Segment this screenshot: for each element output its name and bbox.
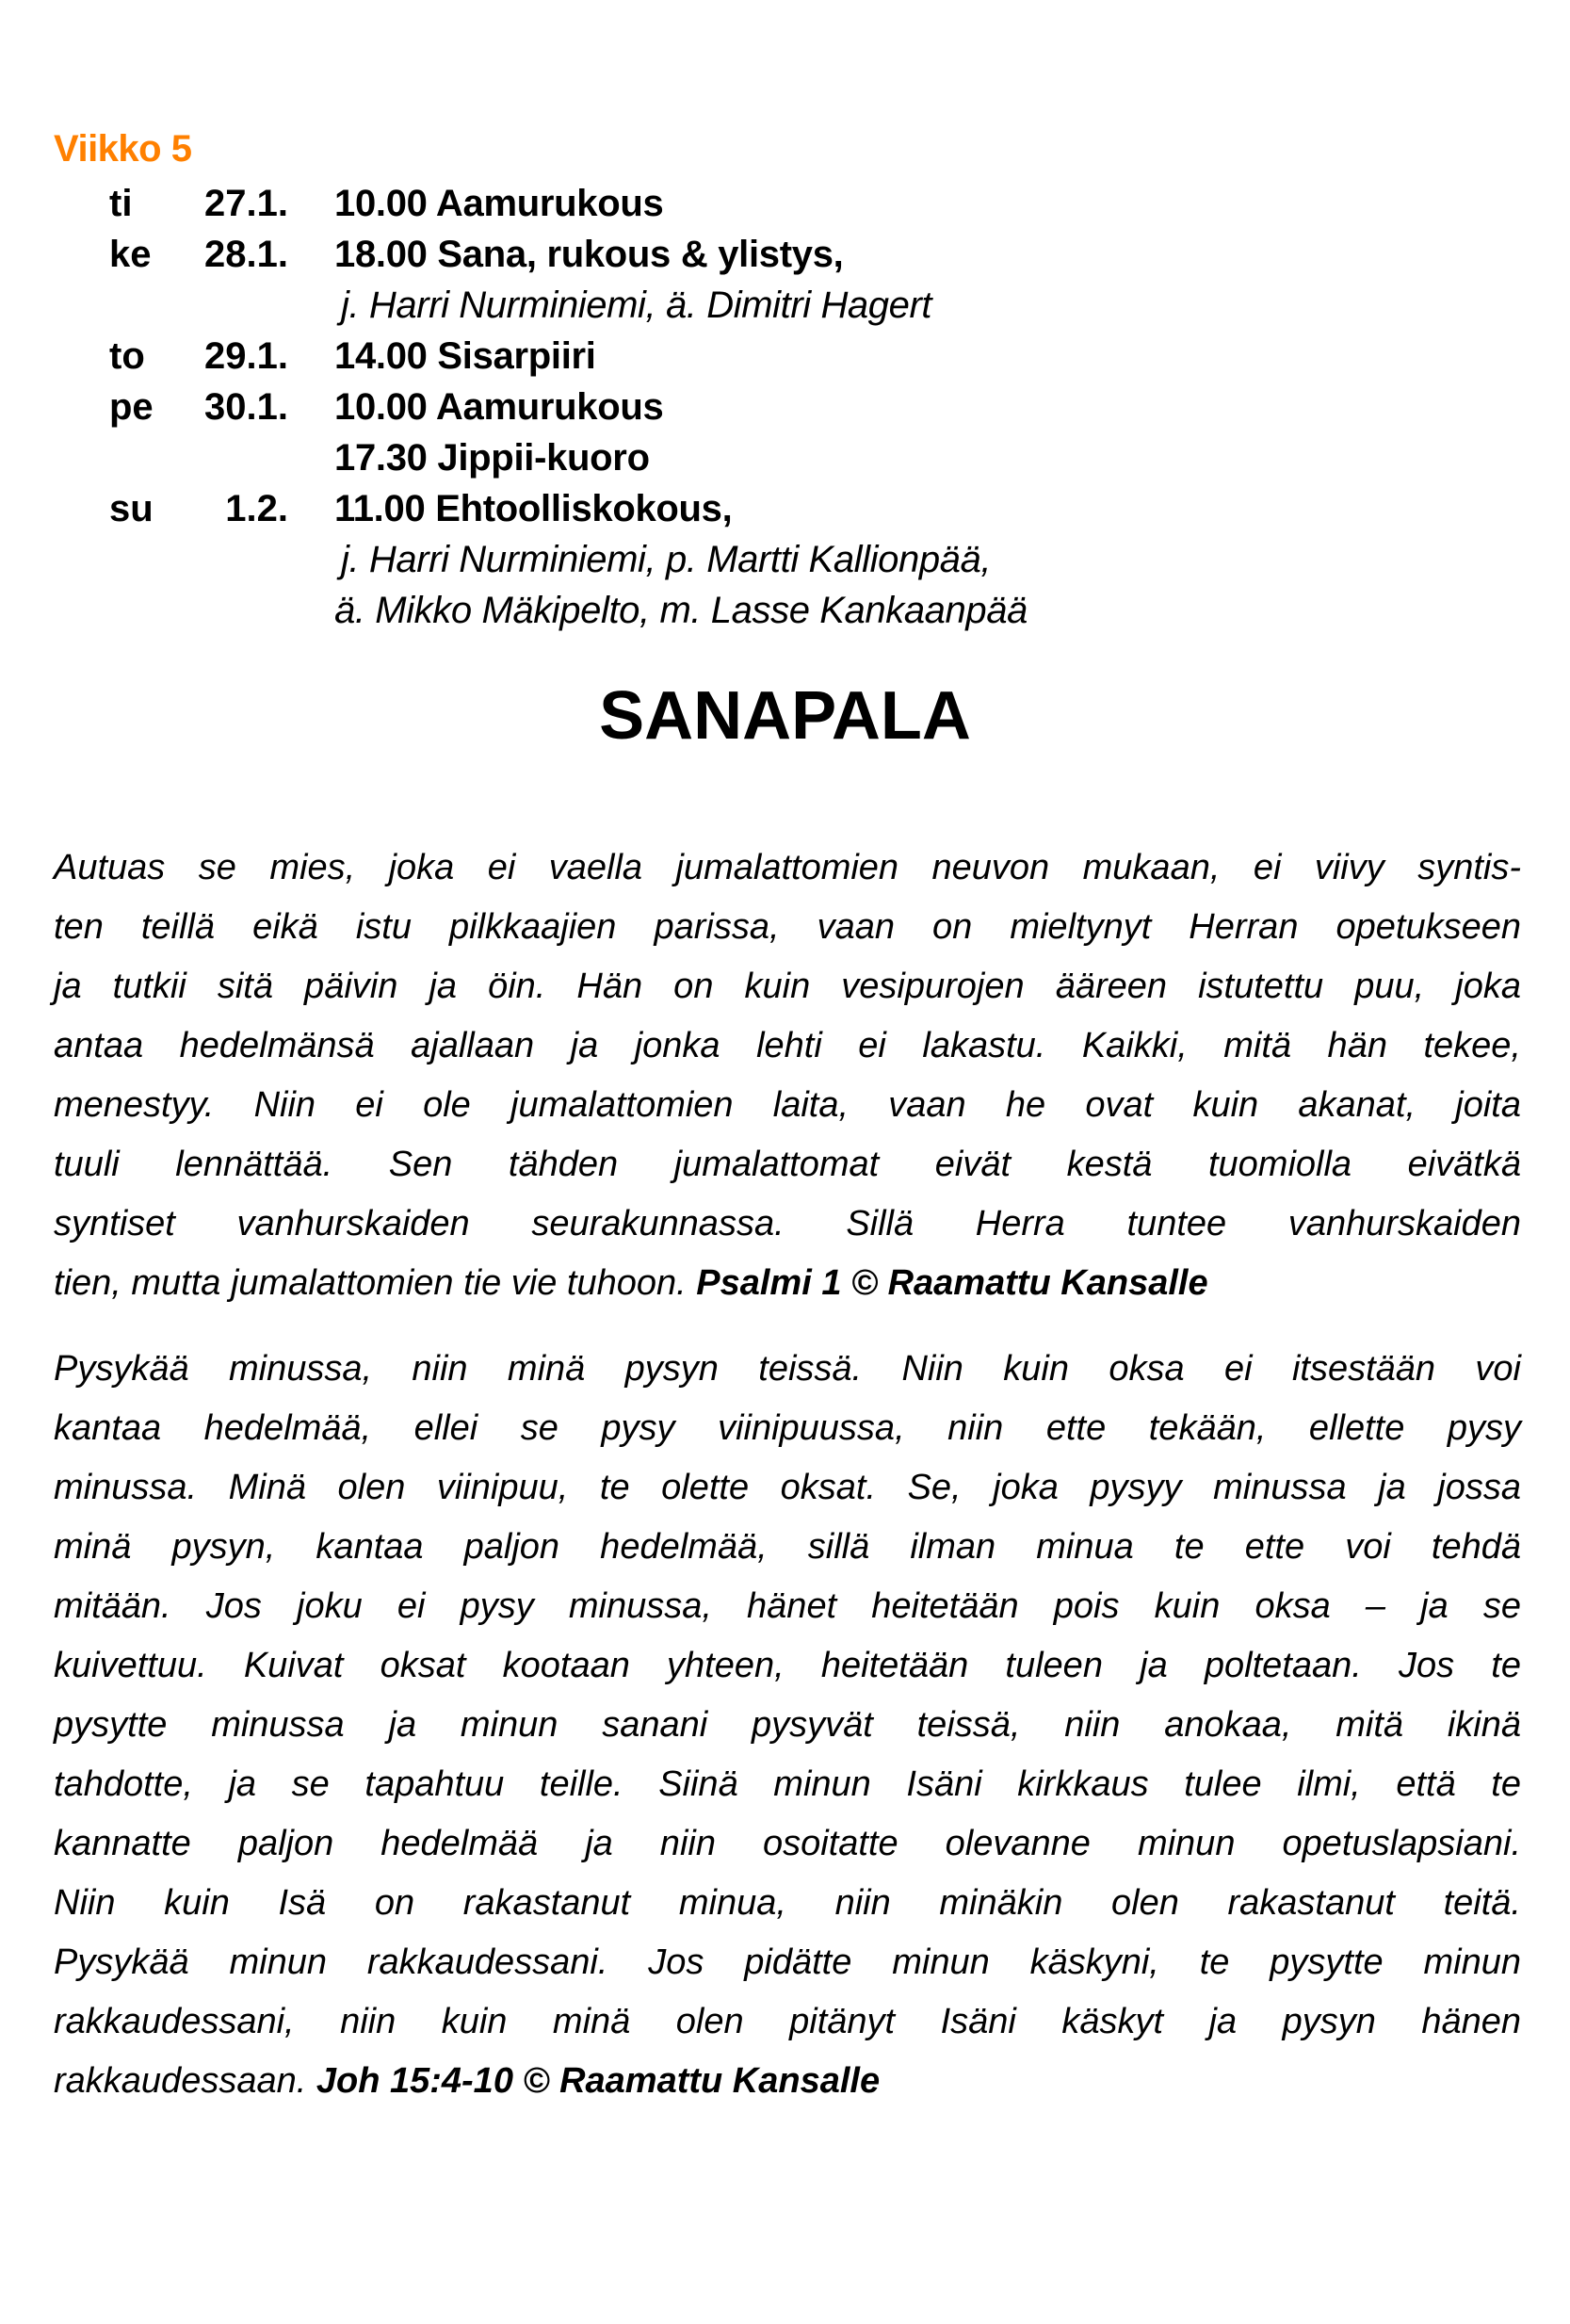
verse-line: menestyy. Niin ei ole jumalattomien laita, vaan he ovat kuin akanat, joita [54,1085,1521,1125]
event-title: 18.00 Sana, rukous & ylistys, [334,234,844,275]
weekday: to [109,335,145,377]
verse-line [54,1254,1521,1313]
verse-line: Pysykää minun rakkaudessani. Jos pidätte minun käskyni, te pysytte minun [54,1942,1521,1982]
verse-line: kuivettuu. Kuivat oksat kootaan yhteen, heitetään tuleen ja poltetaan. Jos te [54,1646,1521,1685]
verse-text: rakkaudessaan. [54,2061,307,2101]
verse-line: ja tutkii sitä päivin ja öin. Hän on kuin vesipurojen ääreen istutettu puu, joka [54,967,1521,1006]
verse-line: mitään. Jos joku ei pysy minussa, hänet heitetään pois kuin oksa – ja se [54,1586,1521,1626]
event-participants: j. Harri Nurminiemi, ä. Dimitri Hagert [341,284,932,326]
schedule-row [0,229,1570,280]
verse-line: tuuli lennättää. Sen tähden jumalattomat eivät kestä tuomiolla eivätkä [54,1145,1521,1184]
weekday: su [109,488,154,529]
event-title: 10.00 Aamurukous [334,386,664,428]
schedule-row [0,534,1570,585]
verse-line: tahdotte, ja se tapahtuu teille. Siinä minun Isäni kirkkaus tulee ilmi, että te [54,1764,1521,1804]
event-participants: j. Harri Nurminiemi, p. Martti Kallionpää, [341,539,992,580]
verse-line: minä pysyn, kantaa paljon hedelmää, sillä ilman minua te ette voi tehdä [54,1527,1521,1567]
section-heading: SANAPALA [599,678,971,754]
event-schedule [0,178,1570,636]
weekday: ke [109,234,152,275]
schedule-row [0,178,1570,229]
verse-reference: Joh 15:4-10 © Raamattu Kansalle [316,2061,881,2101]
verse-line: pysytte minussa ja minun sanani pysyvät teissä, niin anokaa, mitä ikinä [54,1705,1521,1745]
weekday: ti [109,183,133,224]
weekday: pe [109,386,154,428]
event-date: 27.1. [204,183,288,224]
verse-line: Autuas se mies, joka ei vaella jumalattomien neuvon mukaan, ei viivy syntis- [54,848,1521,887]
verse-line: kannatte paljon hedelmää ja niin osoitatte olevanne minun opetuslapsiani. [54,1824,1521,1863]
verse-line: kantaa hedelmää, ellei se pysy viinipuussa, niin ette tekään, ellette pysy [54,1408,1521,1448]
verse-line [54,2052,1521,2111]
event-title: 17.30 Jippii-kuoro [334,437,650,479]
verse-line: Pysykää minussa, niin minä pysyn teissä. Niin kuin oksa ei itsestään voi [54,1349,1521,1389]
schedule-row [0,432,1570,483]
verse-line: rakkaudessani, niin kuin minä olen pitänyt Isäni käskyt ja pysyn hänen [54,2002,1521,2041]
verse-line: minussa. Minä olen viinipuu, te olette oksat. Se, joka pysyy minussa ja jossa [54,1468,1521,1507]
event-title: 10.00 Aamurukous [334,183,664,224]
schedule-row [0,483,1570,534]
verse-text: tien, mutta jumalattomien tie vie tuhoon. [54,1263,687,1303]
schedule-row [0,382,1570,432]
schedule-row [0,585,1570,636]
verse-line: Niin kuin Isä on rakastanut minua, niin minäkin olen rakastanut teitä. [54,1883,1521,1923]
verse-line: syntiset vanhurskaiden seurakunnassa. Sillä Herra tuntee vanhurskaiden [54,1204,1521,1243]
event-title: 14.00 Sisarpiiri [334,335,596,377]
verse-line: antaa hedelmänsä ajallaan ja jonka lehti ei lakastu. Kaikki, mitä hän tekee, [54,1026,1521,1065]
event-date: 30.1. [204,386,288,428]
event-date: 1.2. [225,488,288,529]
verse-paragraph [54,838,1521,1313]
verse-reference: Psalmi 1 © Raamattu Kansalle [696,1263,1208,1303]
week-title: Viikko 5 [54,128,192,170]
event-title: 11.00 Ehtoolliskokous, [334,488,733,529]
schedule-row [0,280,1570,331]
event-date: 29.1. [204,335,288,377]
event-participants: ä. Mikko Mäkipelto, m. Lasse Kankaanpää [334,590,1028,631]
verse-paragraph [54,1340,1521,2111]
schedule-row [0,331,1570,382]
verse-line: ten teillä eikä istu pilkkaajien parissa, vaan on mieltynyt Herran opetukseen [54,907,1521,947]
event-date: 28.1. [204,234,288,275]
